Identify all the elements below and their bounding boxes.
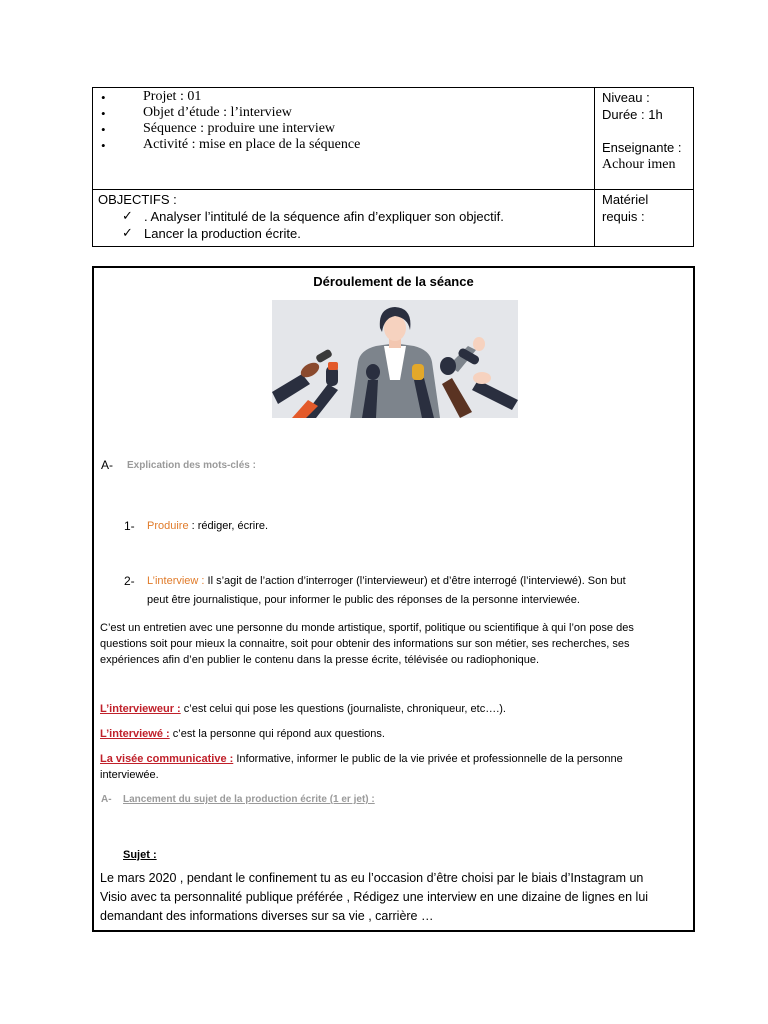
enseignante-label: Enseignante : <box>602 140 682 155</box>
paragraph-line-1: C’est un entretien avec une personne du monde artistique, sportif, politique ou scientifique à qui l’on pose des <box>100 622 634 634</box>
header-table <box>92 87 694 247</box>
interview-term: L’interview : <box>147 575 205 587</box>
duree-label: Durée : 1h <box>602 107 663 122</box>
objectifs-label: OBJECTIFS : <box>98 192 177 207</box>
bullet: • <box>101 106 106 121</box>
check-icon: ✓ <box>122 225 133 240</box>
visee-definition: Informative, informer le public de la vie privée et professionnelle de la personne <box>233 753 623 765</box>
intervieweur-text <box>100 701 506 717</box>
bullet: • <box>101 122 106 137</box>
objectif-1: . Analyser l’intitulé de la séquence afin d’expliquer son objectif. <box>144 209 504 224</box>
item-2-text <box>147 573 626 589</box>
objectif-2: Lancer la production écrite. <box>144 226 301 241</box>
bullet: • <box>101 90 106 105</box>
interview-definition-line-2: peut être journalistique, pour informer le public des réponses de la personne interviewée. <box>147 594 580 606</box>
visee-definition-line-2: interviewée. <box>100 769 159 781</box>
column-divider <box>594 88 595 246</box>
section-a-marker: A- <box>101 458 113 472</box>
interview-definition: Il s’agit de l’action d’interroger (l’intervieweur) et d’être interrogé (l’interviewé). Son but <box>204 575 626 587</box>
section-a-title: Explication des mots-clés : <box>127 460 256 471</box>
projet-line: Projet : 01 <box>143 89 202 104</box>
produire-term: Produire <box>147 520 189 532</box>
interviewe-text <box>100 726 385 742</box>
section-b-title: Lancement du sujet de la production écrite (1 er jet) : <box>123 794 375 805</box>
item-1-text <box>147 518 268 534</box>
sequence-line: Séquence : produire une interview <box>143 121 336 136</box>
seance-box <box>92 266 695 932</box>
interviewe-term: L’interviewé : <box>100 728 170 740</box>
produire-definition: : rédiger, écrire. <box>188 520 269 532</box>
seance-title: Déroulement de la séance <box>313 274 474 289</box>
intervieweur-term: L’intervieweur : <box>100 703 181 715</box>
visee-term: La visée communicative : <box>100 753 234 765</box>
sujet-line-2: Visio avec ta personnalité publique préférée , Rédigez une interview en une dizaine de lignes en lui <box>100 890 649 904</box>
section-b-marker: A- <box>101 794 112 805</box>
check-icon: ✓ <box>122 208 133 223</box>
objet-line: Objet d’étude : l’interview <box>143 105 292 120</box>
materiel-label: Matériel <box>602 192 649 207</box>
item-1-number: 1- <box>124 519 135 533</box>
sujet-line-1: Le mars 2020 , pendant le confinement tu as eu l’occasion d’être choisi par le biais d’Instagram un <box>100 871 644 885</box>
sujet-label: Sujet : <box>123 849 157 861</box>
paragraph-line-3: expériences afin d’en publier le contenu dans la presse écrite, télévisée ou radiophonique. <box>100 654 540 666</box>
interviewe-definition: c’est la personne qui répond aux questions. <box>169 728 385 740</box>
materiel-label-2: requis : <box>602 209 645 224</box>
intervieweur-definition: c’est celui qui pose les questions (journaliste, chroniqueur, etc….). <box>180 703 506 715</box>
sujet-line-3: demandant des informations diverses sur sa vie , carrière … <box>100 909 434 923</box>
item-2-number: 2- <box>124 574 135 588</box>
paragraph-line-2: questions soit pour mieux la connaitre, soit pour obtenir des informations sur son métier, ses recherches, ses <box>100 638 630 650</box>
niveau-label: Niveau : <box>602 90 650 105</box>
visee-text <box>100 751 623 767</box>
row-divider <box>93 189 693 190</box>
interview-illustration <box>272 300 518 418</box>
bullet: • <box>101 138 106 153</box>
enseignante-name: Achour imen <box>602 157 676 172</box>
activite-line: Activité : mise en place de la séquence <box>143 137 361 152</box>
